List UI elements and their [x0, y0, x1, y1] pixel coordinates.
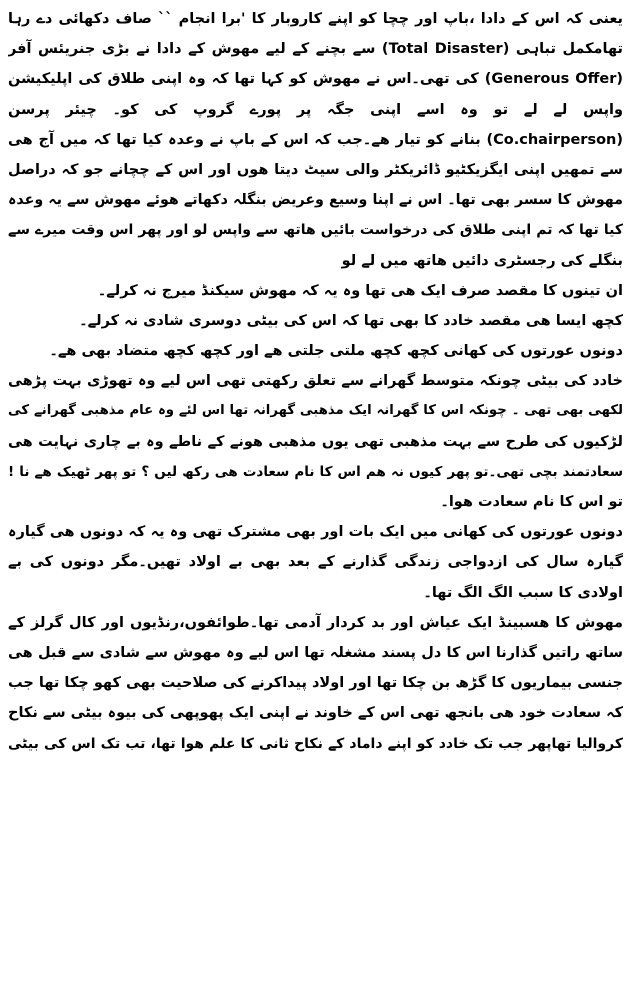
- text-line: کہ سعادت خود ھی بانجھ تھی اس کے خاوند نے اپنی ایک پھوپھی کی بیوہ بیٹی سے نکاح: [8, 705, 623, 722]
- text-line: کچھ ایسا ھی مقصد خادد کا بھی تھا کہ اس کی بیٹی دوسری شادی نہ کرلے۔: [79, 312, 623, 329]
- text-line: کروالیا تھاپھر جب تک خادد کو اپنے داماد کے نکاح ثانی کا علم ھوا تھا، تب تک اس کی بیٹی: [8, 735, 623, 752]
- text-line: تو اس کا نام سعادت ھوا۔: [440, 494, 623, 510]
- text-line: سعادتمند بچی تھی۔تو پھر کیوں نہ ھم اس کا نام سعادت ھی رکھ لیں ؟ تو پھر ٹھیک ھے نا !: [8, 463, 623, 480]
- text-line: تھامکمل تباہی (Total Disaster) سے بچنے کے لیے مھوش کے دادا نے بڑی جنریئس آفر: [8, 41, 623, 58]
- text-line: واپس لے لے تو وہ اسے اپنی جگہ پر پورے گروپ کی کو۔ چیئر پرسن: [8, 101, 623, 118]
- text-line: مھوش کا ھسبینڈ ایک عیاش اور بد کردار آدمی تھا۔طوائفوں،رنڈیوں اور کال گرلز کے: [8, 614, 623, 631]
- text-line: کیا تھا کہ تم اپنی طلاق کی درخواست بائیں ھاتھ سے واپس لو اور پھر اس وقت میرے سے: [8, 222, 623, 239]
- text-line: ساتھ راتیں گذارنا اس کا دل پسند مشغلہ تھا اس لیے وہ مھوش سے شادی سے قبل ھی: [8, 644, 623, 661]
- text-line: خادد کی بیٹی چونکہ متوسط گھرانے سے تعلق رکھتی تھی اس لیے وہ تھوڑی بہت پڑھی: [8, 373, 623, 390]
- text-line: مھوش کا سسر بھی تھا۔ اس نے اپنا وسیع وعریض بنگلہ دکھاتے ھوئے مھوش سے یہ وعدہ: [8, 192, 623, 209]
- text-line: ان تینوں کا مقصد صرف ایک ھی تھا وہ یہ کہ مھوش سیکنڈ میرج نہ کرلے۔: [97, 282, 623, 299]
- text-line: جنسی بیماریوں کا گڑھ بن چکا تھا اور اولاد پیداکرنے کی صلاحیت بھی کھو چکا تھا جب: [8, 675, 623, 692]
- text-line: اولادی کا سبب الگ الگ تھا۔: [423, 584, 623, 601]
- text-line: گیارہ سال کی ازدواجی زندگی گذارنے کے بعد بھی بے اولاد تھیں۔مگر دونوں کی بے: [8, 554, 623, 571]
- text-line: سے تمھیں اپنی ایگزیکٹیو ڈائریکٹر والی سیٹ دیتا ھوں اور اس کے چچانے جو کہ دراصل: [8, 161, 623, 178]
- text-line: لکھی بھی تھی ۔ چونکہ اس کا گھرانہ ایک مذھبی گھرانہ تھا اس لئے وہ عام مذھبی گھرانے کی: [8, 403, 623, 419]
- text-line: یعنی کہ اس کے دادا ،باپ اور چچا کو اپنے کاروبار کا 'برا انجام `` صاف دکھائی دے رہا: [8, 11, 623, 27]
- text-line: لڑکیوں کی طرح سے بہت مذھبی تھی یوں مذھبی ھونے کے ناطے وہ بے چاری نہایت ھی: [8, 433, 623, 450]
- text-line: (Co.chairperson) بنانے کو تیار ھے۔جب کہ اس کے باپ نے وعدہ کیا تھا کہ میں آج ھی: [8, 131, 623, 148]
- text-line: دونوں عورتوں کی کھانی میں ایک بات اور بھی مشترک تھی وہ یہ کہ دونوں ھی گیارہ: [8, 524, 623, 541]
- text-line: (Generous Offer) کی تھی۔اس نے مھوش کو کہا تھا کہ وہ اپنی طلاق کی اپلیکیشن: [8, 71, 623, 88]
- text-line: بنگلے کی رجسٹری دائیں ھاتھ میں لے لو: [341, 252, 623, 269]
- text-line: دونوں عورتوں کی کھانی کچھ کچھ ملتی جلتی ھے اور کچھ کچھ متضاد بھی ھے۔: [49, 343, 623, 360]
